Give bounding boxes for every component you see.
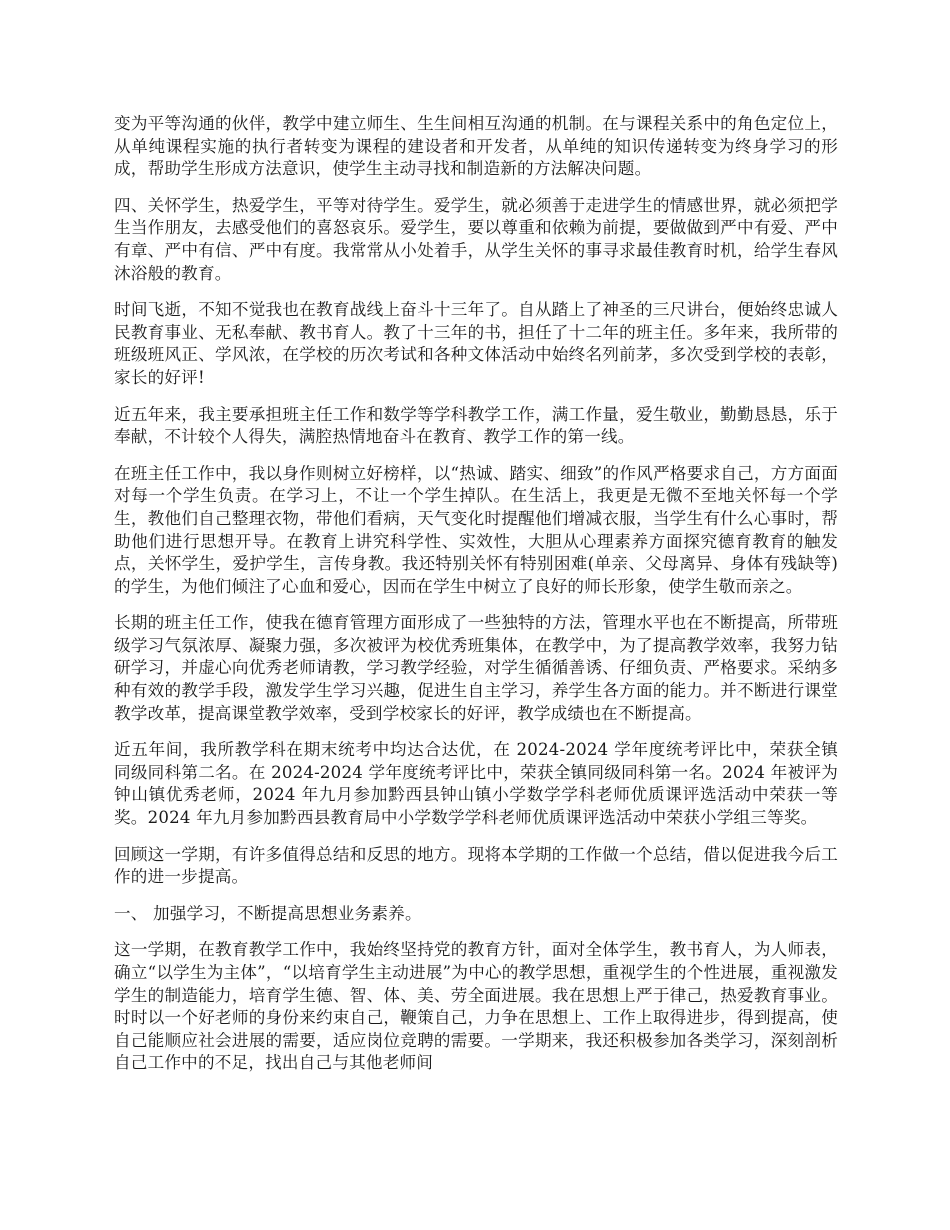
paragraph-this-semester: 这一学期，在教育教学工作中，我始终坚持党的教育方针，面对全体学生，教书育人，为人师表，确立“以学生为主体”，“以培育学生主动进展”为中心的教学思想，重视学生的个性进展，重视激发学生的制造能力，培育学生德、智、体、美、劳全面进展。我在思想上严于律己，热爱教育事业。时时以一个好老师的身份来约束自己，鞭策自己，力争在思想上、工作上取得进步，得到提高，使自己能顺应社会进展的需要，适应岗位竞聘的需要。一学期来，我还积极参加各类学习，深刻剖析自己工作中的不足，找出自己与其他老师间 <box>114 940 838 1073</box>
paragraph-long-term-management: 长期的班主任工作，使我在德育管理方面形成了一些独特的方法，管理水平也在不断提高，所带班级学习气氛浓厚、凝聚力强，多次被评为校优秀班集体，在教学中，为了提高教学效率，我努力钻研学习，并虚心向优秀老师请教，学习教学经验，对学生循循善诱、仔细负责、严格要求。采纳多种有效的教学手段，激发学生学习兴趣，促进生自主学习，养学生各方面的能力。并不断进行课堂教学改革，提高课堂教学效率，受到学校家长的好评，教学成绩也在不断提高。 <box>114 613 838 723</box>
paragraph-thirteen-years: 时间飞逝，不知不觉我也在教育战线上奋斗十三年了。自从踏上了神圣的三尺讲台，便始终忠诚人民教育事业、无私奉献、教书育人。教了十三年的书，担任了十二年的班主任。多年来，我所带的班级班风正、学风浓，在学校的历次考试和各种文体活动中始终名列前茅，多次受到学校的表彰，家长的好评! <box>114 300 838 387</box>
paragraph-class-teacher-work: 在班主任工作中，我以身作则树立好榜样，以“热诚、踏实、细致”的作风严格要求自己，方方面面对每一个学生负责。在学习上，不让一个学生掉队。在生活上，我更是无微不至地关怀每一个学生，教他们自己整理衣物，带他们看病，天气变化时提醒他们增减衣服，当学生有什么心事时，帮助他们进行思想开导。在教育上讲究科学性、实效性，大胆从心理素养方面探究德育教育的触发点，关怀学生，爱护学生，言传身教。我还特别关怀有特别困难(单亲、父母离异、身体有残缺等)的学生，为他们倾注了心血和爱心，因而在学生中树立了良好的师长形象，使学生敬而亲之。 <box>114 463 838 596</box>
document-page <box>114 113 838 1089</box>
paragraph-five-years-work: 近五年来，我主要承担班主任工作和数学等学科教学工作，满工作量，爱生敬业，勤勤恳恳，乐于奉献，不计较个人得失，满腔热情地奋斗在教育、教学工作的第一线。 <box>114 404 838 447</box>
paragraph-care-for-students: 四、关怀学生，热爱学生，平等对待学生。爱学生，就必须善于走进学生的情感世界，就必须把学生当作朋友，去感受他们的喜怒哀乐。爱学生，要以尊重和依赖为前提，要做做到严中有爱、严中有章、严中有信、严中有度。我常常从小处着手，从学生关怀的事寻求最佳教育时机，给学生春风沐浴般的教育。 <box>114 195 838 283</box>
paragraph-achievements: 近五年间，我所教学科在期末统考中均达合达优，在 2024-2024 学年度统考评比中，荣获全镇同级同科第二名。在 2024-2024 学年度统考评比中，荣获全镇同级同科第一名。2024 年被评为钟山镇优秀老师，2024 年九月参加黔西县钟山镇小学数学学科老师优质课评选活动中荣获一等奖。2024 年九月参加黔西县教育局中小学数学学科老师优质课评选活动中荣获小学组三等奖。 <box>114 740 838 828</box>
paragraph-role-change: 变为平等沟通的伙伴，教学中建立师生、生生间相互沟通的机制。在与课程关系中的角色定位上，从单纯课程实施的执行者转变为课程的建设者和开发者，从单纯的知识传递转变为终身学习的形成，帮助学生形成方法意识，使学生主动寻找和制造新的方法解决问题。 <box>114 114 838 179</box>
section-heading-study: 一、 加强学习，不断提高思想业务素养。 <box>114 903 422 923</box>
paragraph-review-semester: 回顾这一学期，有许多值得总结和反思的地方。现将本学期的工作做一个总结，借以促进我今后工作的进一步提高。 <box>114 844 838 887</box>
